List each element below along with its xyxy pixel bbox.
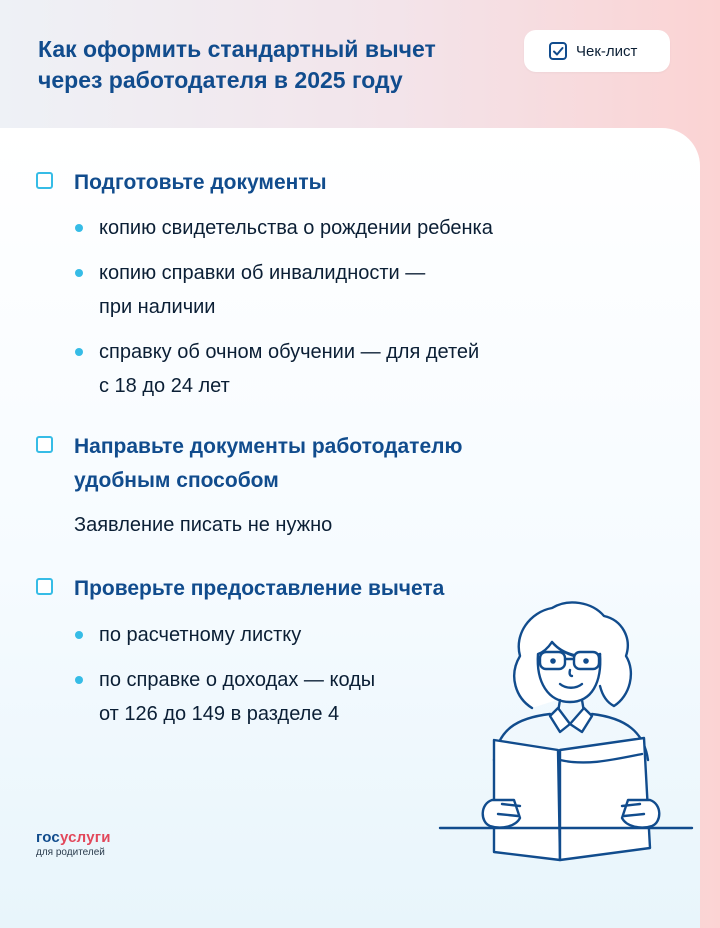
section-note: Заявление писать не нужно (74, 514, 333, 536)
list-item-line: по справке о доходах — коды (99, 669, 376, 691)
checkbox-icon[interactable] (36, 578, 53, 595)
section-title (74, 432, 462, 496)
checkbox-checked-icon (548, 41, 568, 61)
woman-reading-document-illustration (436, 590, 696, 870)
section-title-line-1: Направьте документы работодателю (74, 435, 463, 458)
checklist-badge (524, 30, 670, 72)
list-item-line: копию свидетельства о рождении ребенка (99, 217, 493, 239)
bullet-dot-icon (75, 224, 83, 232)
list-item (99, 256, 619, 324)
header (0, 0, 720, 140)
gosuslugi-logo[interactable] (36, 830, 111, 860)
checkbox-icon[interactable] (36, 172, 53, 189)
list-item-line: по расчетному листку (99, 624, 302, 646)
list-item-line: справку об очном обучении — для детей (99, 341, 480, 363)
list-item (99, 335, 619, 403)
list-item-line: с 18 до 24 лет (99, 375, 230, 397)
bullet-dot-icon (75, 269, 83, 277)
list-item-line: от 126 до 149 в разделе 4 (99, 703, 340, 725)
bullet-dot-icon (75, 631, 83, 639)
logo-wordmark (36, 830, 111, 846)
page-title-line-2: через работодателя в 2025 году (38, 67, 403, 93)
bullet-dot-icon (75, 676, 83, 684)
page-title-line-1: Как оформить стандартный вычет (38, 36, 436, 62)
logo-part-uslugi: услуги (59, 829, 111, 846)
section-title: Проверьте предоставление вычета (74, 577, 445, 600)
list-item (99, 211, 619, 245)
badge-label: Чек-лист (576, 42, 638, 60)
checkbox-icon[interactable] (36, 436, 53, 453)
section-title-line-2: удобным способом (74, 469, 279, 492)
section-title: Подготовьте документы (74, 171, 327, 194)
list-item-line: копию справки об инвалидности — (99, 262, 426, 284)
bullet-dot-icon (75, 348, 83, 356)
logo-part-gos: гос (36, 829, 60, 846)
page-title (38, 34, 498, 96)
list-item-line: при наличии (99, 296, 216, 318)
logo-subtitle: для родителей (36, 847, 105, 858)
